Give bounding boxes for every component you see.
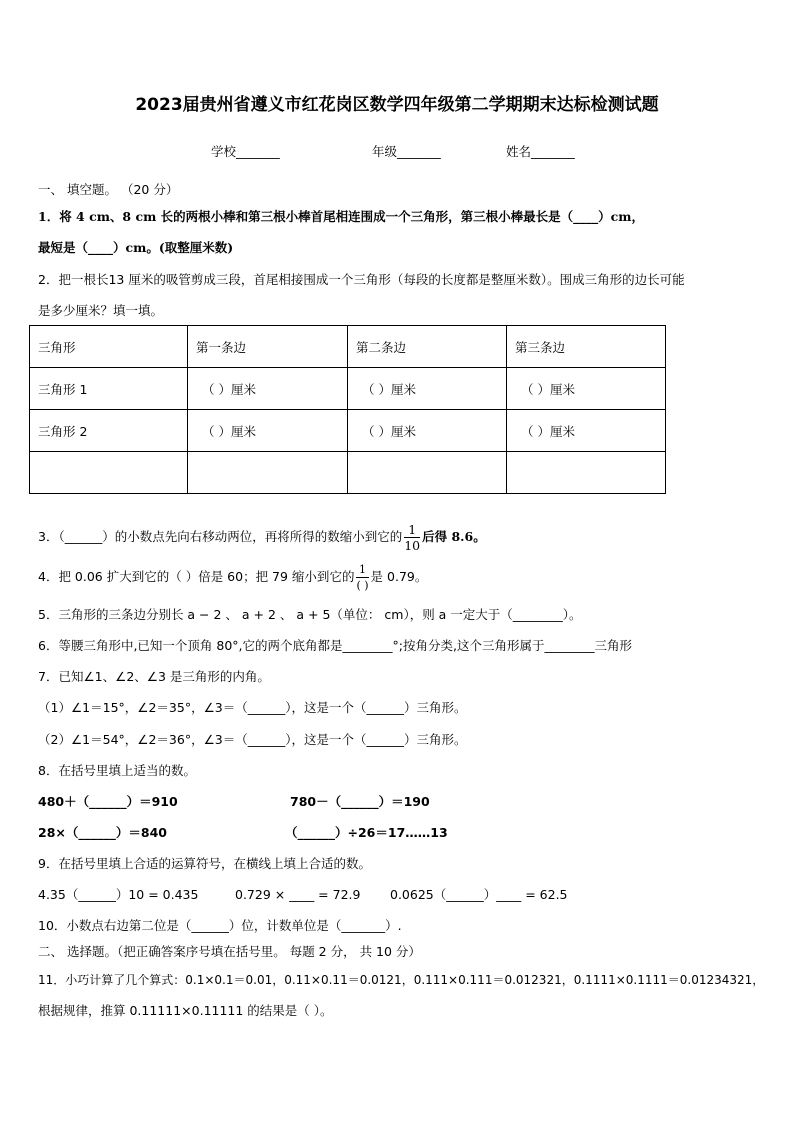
fraction <box>404 522 420 553</box>
table-cell: （ ）厘米 <box>348 410 507 452</box>
fraction-denominator: 10 <box>404 538 421 553</box>
table-cell: （ ）厘米 <box>507 368 666 410</box>
table-header-cell: 第一条边 <box>188 326 348 368</box>
table-cell: （ ）厘米 <box>188 410 348 452</box>
question-4-text: 4．把 0.06 扩大到它的（ ）倍是 60；把 79 缩小到它的 <box>38 569 355 584</box>
table-cell <box>348 452 507 494</box>
question-8-stem: 8．在括号里填上适当的数。 <box>38 763 196 778</box>
question-3 <box>38 522 486 553</box>
table-cell: 三角形 1 <box>30 368 188 410</box>
table-cell <box>30 452 188 494</box>
question-8-item-d: （______）÷26＝17……13 <box>285 825 448 840</box>
grade-field: 年级_______ <box>372 144 441 159</box>
table-header-cell: 第二条边 <box>348 326 507 368</box>
question-3-text: 3．（______）的小数点先向右移动两位，再将所得的数缩小到它的 <box>38 529 403 544</box>
name-field: 姓名_______ <box>506 144 575 159</box>
fraction <box>356 562 368 593</box>
page-title: 2023届贵州省遵义市红花岗区数学四年级第二学期期末达标检测试题 <box>135 95 659 115</box>
fraction-numerator: 1 <box>404 522 420 538</box>
question-6: 6．等腰三角形中,已知一个顶角 80°,它的两个底角都是________°;按角分类,这个三角形属于________三角形 <box>38 638 632 653</box>
question-9-item-a: 4.35（______）10 = 0.435 <box>38 887 199 902</box>
school-field: 学校_______ <box>211 144 280 159</box>
question-9-stem: 9．在括号里填上合适的运算符号，在横线上填上合适的数。 <box>38 856 371 871</box>
table-cell: 三角形 2 <box>30 410 188 452</box>
table-header-cell: 第三条边 <box>507 326 666 368</box>
section-choice-heading: 二、 选择题。（把正确答案序号填在括号里。 每题 2 分， 共 10 分） <box>38 944 421 959</box>
table-header-cell: 三角形 <box>30 326 188 368</box>
fraction-numerator: 1 <box>356 562 368 578</box>
question-3-answer-text: 后得 8.6。 <box>422 529 486 544</box>
question-11-line-2: 根据规律，推算 0.11111×0.11111 的结果是（ ）。 <box>38 1003 333 1018</box>
question-11-line-1: 11．小巧计算了几个算式：0.1×0.1＝0.01，0.11×0.11＝0.0121，0.111×0.111＝0.012321，0.1111×0.1111＝0.01234321， <box>38 973 765 987</box>
question-1-line-1: 1．将 4 cm、8 cm 长的两根小棒和第三根小棒首尾相连围成一个三角形，第三根小棒最长是（____）cm， <box>38 209 645 224</box>
section-fill-in-heading: 一、 填空题。 （20 分） <box>38 182 179 197</box>
question-7-part-2: （2）∠1＝54°，∠2＝36°，∠3＝（______），这是一个（______）三角形。 <box>38 732 467 747</box>
question-8-item-c: 28×（______）＝840 <box>38 825 167 840</box>
question-4 <box>38 562 427 593</box>
question-2-line-2: 是多少厘米？填一填。 <box>38 303 164 318</box>
question-10: 10．小数点右边第二位是（______）位，计数单位是（_______）. <box>38 918 402 933</box>
table-row <box>30 452 666 494</box>
table-cell <box>507 452 666 494</box>
table-cell: （ ）厘米 <box>188 368 348 410</box>
table-row <box>30 410 666 452</box>
fraction-denominator: ( ) <box>356 579 369 592</box>
triangle-table <box>29 325 666 494</box>
table-header-row <box>30 326 666 368</box>
question-9-item-c: 0.0625（______）____ = 62.5 <box>390 887 568 902</box>
question-7-stem: 7．已知∠1、∠2、∠3 是三角形的内角。 <box>38 669 270 684</box>
question-1-line-2: 最短是（____）cm。(取整厘米数) <box>38 240 234 255</box>
table-cell <box>188 452 348 494</box>
table-cell: （ ）厘米 <box>507 410 666 452</box>
question-4-end-text: 是 0.79。 <box>370 569 428 584</box>
question-2-line-1: 2．把一根长13 厘米的吸管剪成三段，首尾相接围成一个三角形（每段的长度都是整厘米数）。围成三角形的边长可能 <box>38 272 685 287</box>
question-7-part-1: （1）∠1＝15°，∠2＝35°，∠3＝（______），这是一个（______）三角形。 <box>38 700 467 715</box>
table-row <box>30 368 666 410</box>
question-8-item-a: 480＋（______）＝910 <box>38 794 178 809</box>
question-5: 5．三角形的三条边分别长 a − 2 、 a + 2 、 a + 5（单位： cm），则 a 一定大于（________）。 <box>38 607 582 622</box>
question-8-item-b: 780－（______）＝190 <box>290 794 430 809</box>
table-cell: （ ）厘米 <box>348 368 507 410</box>
question-9-item-b: 0.729 × ____ = 72.9 <box>235 887 361 902</box>
